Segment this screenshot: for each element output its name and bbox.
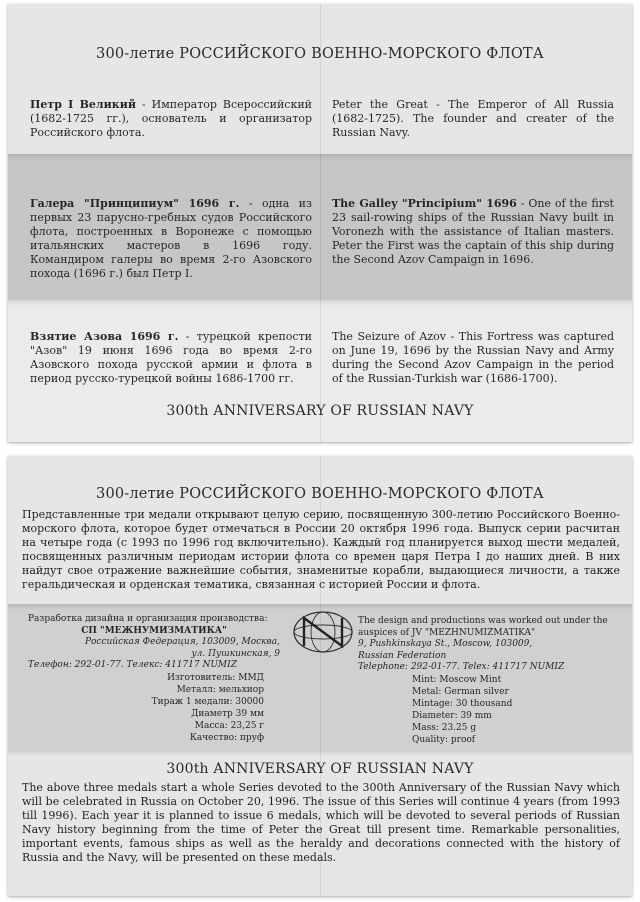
peter-ru-text: - Император Всероссийский (1682-1725 гг.), основатель и организатор Российского флота. <box>30 98 312 139</box>
galley-ru-name: Галера "Принципиум" 1696 г. <box>30 197 240 210</box>
spec-ru-row: Изготовитель: ММД <box>167 673 264 683</box>
spec-en-row: Metal: German silver <box>412 687 509 697</box>
azov-ru-block <box>30 330 312 386</box>
vertical-fold <box>320 4 321 442</box>
mezhnumizmatika-globe-logo-icon <box>292 610 354 654</box>
galley-en-block <box>332 197 614 267</box>
azov-ru-name: Взятие Азова 1696 г. <box>30 330 179 343</box>
sheet2-footer-title: 300th ANNIVERSARY OF RUSSIAN NAVY <box>166 761 474 777</box>
spec-ru-row: Металл: мельхиор <box>176 685 264 695</box>
spec-ru-row: Диаметр 39 мм <box>191 709 264 719</box>
leaflet-sheet-front <box>8 4 632 442</box>
peter-en-name: Peter the Great <box>332 98 428 111</box>
credits-ru-addr2: ул. Пушкинская, 9 <box>191 648 280 659</box>
specs-ru <box>104 672 264 744</box>
leaflet-sheet-back <box>8 456 632 896</box>
azov-ru-text: - турецкой крепости "Азов" 19 июня 1696 года во время 2-го Азовского похода русской армии и флота в период русско-турецкой войны 1686-1700 гг. <box>30 330 312 385</box>
spec-en-row: Mass: 23.25 g <box>412 723 477 733</box>
credits-ru-addr1: Российская Федерация, 103009, Москва, <box>84 637 280 647</box>
galley-ru-block <box>30 197 312 281</box>
credits-en-phone: Telephone: 292-01-77. Telex: 411717 NUMIZ <box>358 662 565 672</box>
credits-en-heading: The design and productions was worked out under the auspices of JV "MEZHNUMIZMATIKA" <box>358 616 608 638</box>
spec-en-row: Diameter: 39 mm <box>412 711 492 721</box>
credits-en-addr2: Russian Federation <box>358 650 447 661</box>
specs-en <box>412 674 572 746</box>
intro-ru-paragraph: Представленные три медали открывают целую серию, посвященную 300-летию Российского Военно-морского флота, которое будет отмечаться в России 20 октября 1996 года. Выпуск серии расчитан на четыре года (с 1993 по 1996 год включительно). Каждый год планируется выход шести медалей, посвященных различным периодам истории флота со времен царя Петра I до наших дней. В них найдут свое отражение важнейшие события, знаменитые корабли, выдающиеся личности, а также геральдическая и орденская тематика, связанная с историей России и флота. <box>22 508 620 591</box>
sheet1-footer-title: 300th ANNIVERSARY OF RUSSIAN NAVY <box>166 403 474 419</box>
peter-en-block <box>332 98 614 140</box>
intro-en-paragraph: The above three medals start a whole Series devoted to the 300th Anniversary of the Russian Navy which will be celebrated in Russia on October 20, 1996. The issue of this Series will continue 4 years (from 1993 till 1996). Each year it is planned to issue 6 medals, which will be devoted to several periods of Russian Navy history beginning from the time of Peter the Great till present time. Remarkable personalities, important events, famous ships as well as the heraldy and decorations connected with the history of Russia and the Navy, will be presented on these medals. <box>22 781 620 864</box>
spec-en-row: Mintage: 30 thousand <box>412 699 513 709</box>
sheet2-title: 300-летие РОССИЙСКОГО ВОЕННО-МОРСКОГО ФЛОТА <box>96 486 544 502</box>
azov-en-name: The Seizure of Azov <box>332 330 446 343</box>
spec-ru-row: Масса: 23,25 г <box>194 721 264 731</box>
credits-en <box>358 616 620 674</box>
peter-en-text: - The Emperor of All Russia (1682-1725). The founder and creater of the Russian Navy. <box>332 98 614 139</box>
sheet1-title: 300-летие РОССИЙСКОГО ВОЕННО-МОРСКОГО ФЛОТА <box>96 46 544 62</box>
credits-ru-company: СП "МЕЖНУМИЗМАТИКА" <box>81 625 227 636</box>
galley-ru-text: - одна из первых 23 парусно-гребных судов Российского флота, построенных в Воронеже с помощью итальянских мастеров в 1696 году. Командиром галеры во время 2-го Азовского похода (1696 г.) был Петр I. <box>30 197 313 280</box>
peter-ru-name: Петр I Великий <box>30 98 137 111</box>
credits-ru-heading: Разработка дизайна и организация производства: <box>28 614 268 624</box>
galley-en-text: - One of the first 23 sail-rowing ships of the Russian Navy built in Voronezh with the assistance of Italian masters. Peter the First was the captain of this ship during the Second Azov Campaign in 1696. <box>332 197 614 266</box>
spec-en-row: Mint: Moscow Mint <box>412 675 502 685</box>
spec-ru-row: Качество: пруф <box>189 733 264 743</box>
azov-en-text: - This Fortress was captured on June 19, 1696 by the Russian Navy and Army during the Second Azov Campaign in the period of the Russian-Turkish war (1686-1700). <box>332 330 614 385</box>
peter-ru-block <box>30 98 312 140</box>
credits-en-addr1: 9, Pushkinskaya St., Moscow, 103009, <box>358 639 533 649</box>
credits-ru <box>28 614 280 672</box>
credits-ru-phone: Телефон: 292-01-77. Телекс: 411717 NUMIZ <box>28 660 237 670</box>
spec-ru-row: Тираж 1 медали: 30000 <box>151 697 264 707</box>
azov-en-block <box>332 330 614 386</box>
spec-en-row: Quality: proof <box>412 735 476 745</box>
galley-en-name: The Galley "Principium" 1696 <box>332 197 517 210</box>
